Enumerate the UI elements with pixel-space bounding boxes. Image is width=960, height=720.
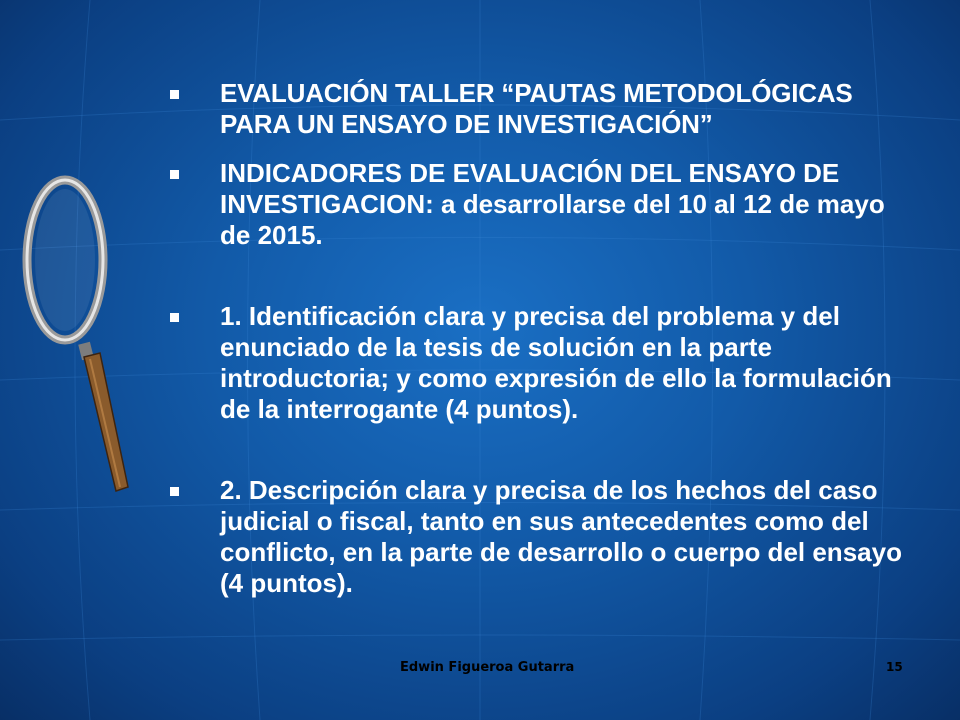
bullet-list <box>160 78 920 599</box>
bullet-text: 2. Descripción clara y precisa de los hechos del caso judicial o fiscal, tanto en sus antecedentes como del conflicto, en la parte de desarrollo o cuerpo del ensayo (4 puntos). <box>220 475 902 598</box>
footer-author: Edwin Figueroa Gutarra <box>400 660 575 675</box>
bullet-item-title <box>160 78 920 140</box>
bullet-square-icon <box>170 170 179 179</box>
bullet-square-icon <box>170 90 179 99</box>
bullet-item-criterion-1 <box>160 301 920 425</box>
page-number: 15 <box>886 660 903 674</box>
bullet-text: EVALUACIÓN TALLER “PAUTAS METODOLÓGICAS PARA UN ENSAYO DE INVESTIGACIÓN” <box>220 78 853 139</box>
bullet-item-indicators <box>160 158 920 251</box>
magnifying-glass-icon <box>20 175 140 495</box>
bullet-square-icon <box>170 487 179 496</box>
bullet-text: 1. Identificación clara y precisa del problema y del enunciado de la tesis de solución en la parte introductoria; y como expresión de ello la formulación de la interrogante (4 puntos). <box>220 301 892 424</box>
bullet-text: INDICADORES DE EVALUACIÓN DEL ENSAYO DE INVESTIGACION: a desarrollarse del 10 al 12 de mayo de 2015. <box>220 158 885 250</box>
bullet-item-criterion-2 <box>160 475 920 599</box>
bullet-square-icon <box>170 313 179 322</box>
